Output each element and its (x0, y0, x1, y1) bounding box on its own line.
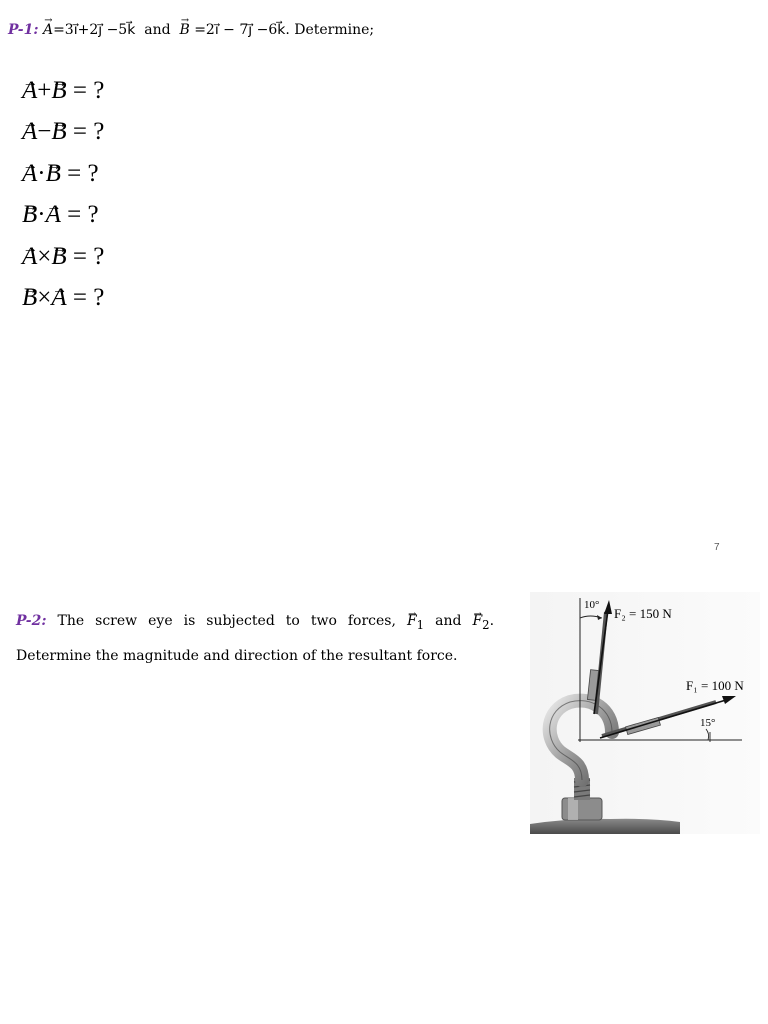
f2-magnitude-label: F₂ = 150 N (614, 606, 672, 621)
question-rhs: = ? (72, 118, 105, 146)
question-operator: + (37, 77, 52, 104)
screw-eye-figure (530, 592, 760, 834)
question-operator: × (37, 242, 52, 270)
question-rhs: = ? (67, 159, 99, 187)
screw-eye-diagram (530, 592, 760, 834)
problem-2-text-part1: The screw eye is subjected to two forces, (57, 613, 396, 629)
problem-1-label: P-1: (8, 22, 39, 38)
question-right-vector: → B (51, 70, 66, 111)
force-1-subscript: 1 (416, 617, 425, 632)
question-left-vector: → A (22, 153, 37, 194)
question-operator: × (37, 283, 52, 311)
question-rhs: = ? (72, 283, 105, 311)
force-2-subscript: 2 (482, 617, 490, 632)
vector-b-symbol: → B (179, 22, 189, 38)
question-left-vector: → A (22, 70, 37, 111)
f1-angle-label: 15° (700, 717, 716, 729)
question-right-vector: → B (51, 236, 66, 277)
question-rhs: = ? (72, 77, 105, 104)
question-operator: − (37, 118, 52, 146)
vector-a-value: =3i⃗+2j⃗ −5k⃗ (53, 22, 136, 38)
force-2-symbol: → F (472, 606, 482, 637)
problem-2-label: P-2: (16, 613, 47, 629)
question-left-vector: → B (22, 194, 37, 235)
question-right-vector: → A (51, 277, 66, 318)
question-operator: · (37, 201, 46, 229)
question-operator: · (37, 159, 46, 187)
question-right-vector: → A (46, 194, 61, 235)
page-number: 7 (714, 542, 720, 553)
question-rhs: = ? (67, 201, 99, 229)
problem-2-text-part2: . Determine the magnitude and direction of the resultant force. (16, 613, 495, 664)
problem-2-statement (16, 606, 494, 672)
question-left-vector: → B (22, 277, 37, 318)
question-6 (22, 277, 104, 318)
problem-1-statement (8, 22, 374, 38)
vector-a-symbol: → A (43, 22, 53, 38)
nut-highlight (568, 798, 578, 820)
force-1-symbol: → F (407, 606, 417, 637)
problem-2-and: and (435, 613, 462, 629)
question-list (22, 70, 104, 318)
and-word: and (144, 22, 171, 38)
f2-angle-label: 10° (584, 599, 600, 611)
instruction-text: Determine; (294, 22, 375, 38)
question-left-vector: → A (22, 111, 37, 152)
question-rhs: = ? (72, 242, 105, 270)
question-right-vector: → B (46, 153, 61, 194)
vector-b-value: =2i⃗ − 7j⃗ −6k⃗. (189, 22, 290, 38)
question-right-vector: → B (51, 111, 66, 152)
question-left-vector: → A (22, 236, 37, 277)
f1-magnitude-label: F₁ = 100 N (686, 678, 744, 693)
